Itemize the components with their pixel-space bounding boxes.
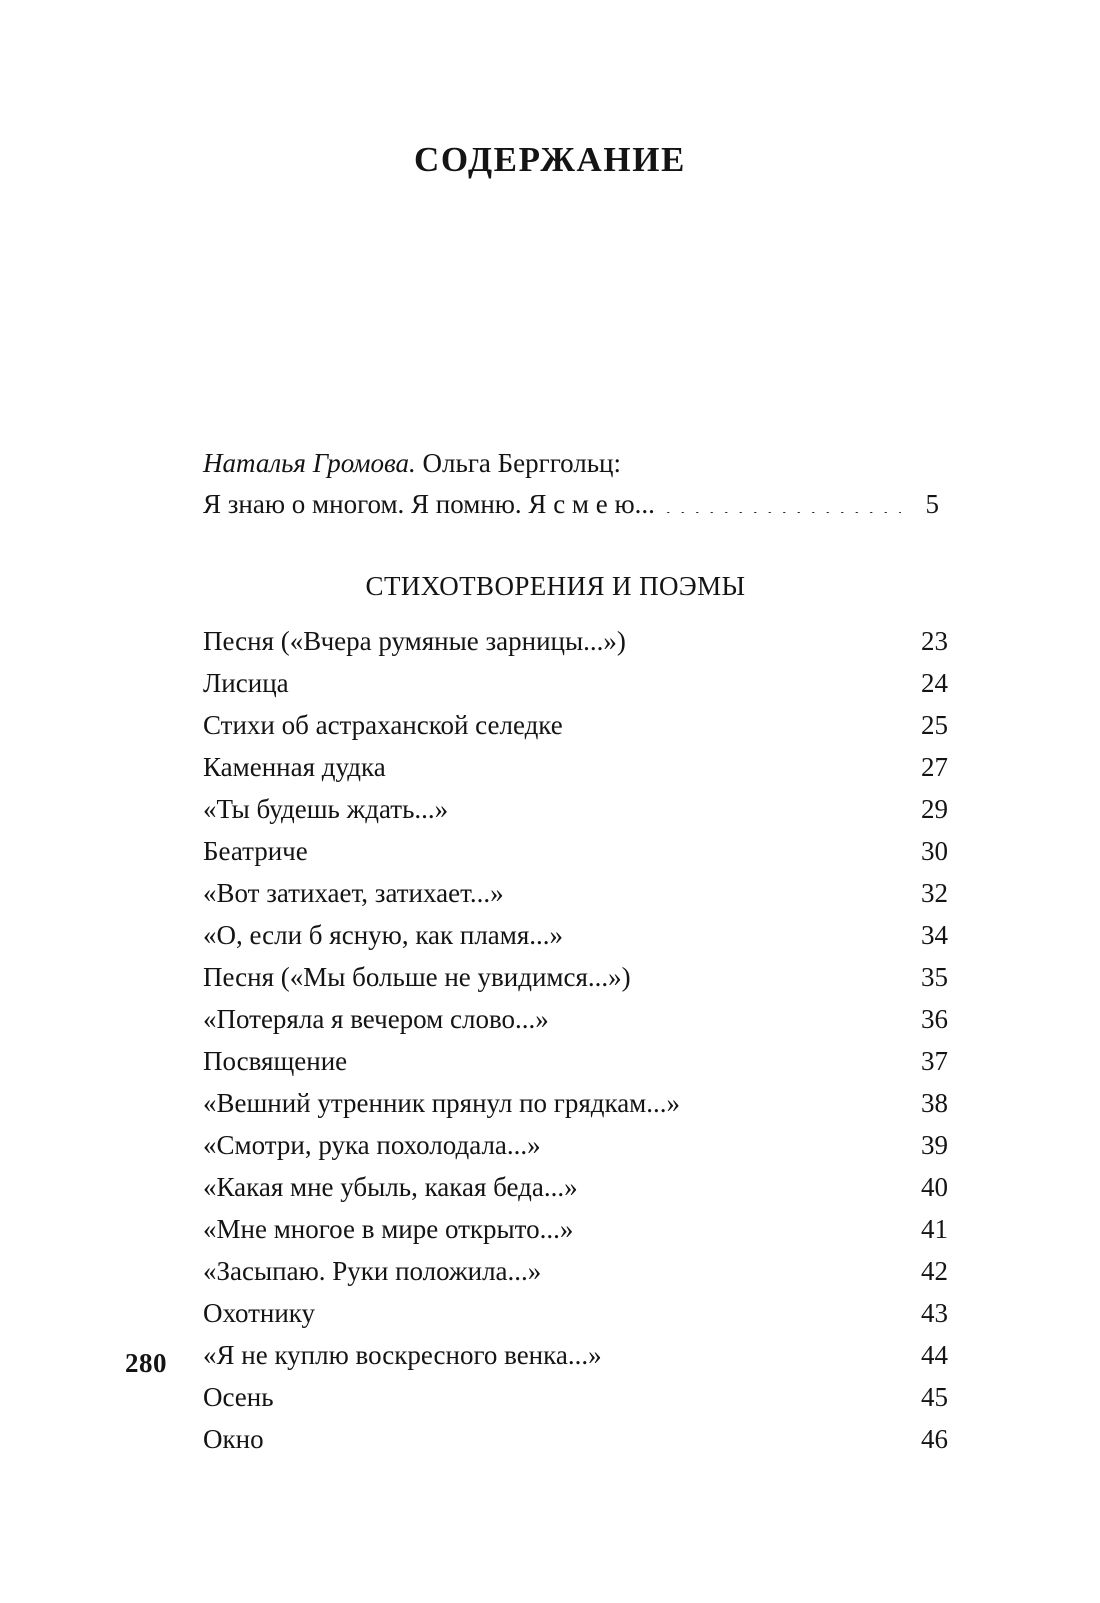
toc-entry-page-number: 43 [921,1298,948,1328]
toc-entry[interactable] [203,1376,948,1418]
toc-entry-page-number: 36 [921,1004,948,1034]
dot-leader [272,1421,910,1448]
toc-entry-page-number: 24 [921,668,948,698]
toc-entry[interactable] [203,914,948,956]
toc-entry-title: «Мне многое в мире открыто...» [203,1214,574,1244]
toc-entry-title: Беатриче [203,836,308,866]
dot-leader [297,665,910,692]
toc-entry-title: «Ты будешь ждать...» [203,794,449,824]
dot-leader [316,833,910,860]
toc-entry-page-number: 34 [921,920,948,950]
toc-entry-page-number: 30 [921,836,948,866]
toc-entry-page-number: 46 [921,1424,948,1454]
dot-leader [282,1379,910,1406]
toc-entry[interactable] [203,1208,948,1250]
toc-entry-page-number: 44 [921,1340,948,1370]
dot-leader [634,623,910,650]
toc-entry-title: Лисица [203,668,289,698]
toc-entry-title: Каменная дудка [203,752,386,782]
toc-entry-title: Посвящение [203,1046,348,1076]
toc-entry[interactable] [203,1082,948,1124]
toc-entry-page-number: 27 [921,752,948,782]
dot-leader [323,1295,910,1322]
toc-entry[interactable] [203,1418,948,1460]
dot-leader [639,959,910,986]
dot-leader [549,1253,910,1280]
toc-entry-title: «О, если б ясную, как пламя...» [203,920,564,950]
dot-leader [557,1001,910,1028]
folio-page-number: 280 [125,1348,167,1378]
toc-entry[interactable] [203,830,948,872]
toc-entry[interactable] [203,872,948,914]
dot-leader [355,1043,910,1070]
toc-entry[interactable] [203,1292,948,1334]
toc-entry-title: Окно [203,1424,264,1454]
toc-entry-title: «Засыпаю. Руки положила...» [203,1256,542,1286]
toc-entry-title: Песня («Вчера румяные зарницы...») [203,626,626,656]
toc-entry-title: «Я не куплю воскресного венка...» [203,1340,602,1370]
intro-entry-page-number: 5 [925,489,939,519]
toc-entry-title: Осень [203,1382,274,1412]
toc-entry-title: «Потеряла я вечером слово...» [203,1004,549,1034]
dot-leader [665,486,901,513]
toc-content [203,443,948,1460]
toc-entry[interactable] [203,662,948,704]
toc-entry[interactable] [203,1166,948,1208]
intro-entry-author: Наталья Громова. [203,448,416,478]
toc-entry-title: «Вешний утренник прянул по грядкам...» [203,1088,681,1118]
section-heading: СТИХОТВОРЕНИЯ И ПОЭМЫ [365,571,746,601]
intro-entry-first-line [203,443,948,484]
toc-entry-title: «Смотри, рука похолодала...» [203,1130,541,1160]
page-title: СОДЕРЖАНИЕ [413,140,686,179]
toc-entry-page-number: 42 [921,1256,948,1286]
dot-leader [394,749,910,776]
dot-leader [456,791,910,818]
toc-entry-page-number: 25 [921,710,948,740]
dot-leader [512,875,910,902]
dot-leader [586,1169,910,1196]
toc-entry-title: Охотнику [203,1298,316,1328]
intro-entry-subtitle: Я знаю о многом. Я помню. Я с м е ю... [203,489,655,519]
toc-entry-page-number: 32 [921,878,948,908]
toc-entry[interactable] [203,746,948,788]
dot-leader [571,707,910,734]
toc-entry-page-number: 23 [921,626,948,656]
toc-entry-page-number: 41 [921,1214,948,1244]
toc-entry[interactable] [203,1124,948,1166]
dot-leader [581,1211,910,1238]
toc-entry-page-number: 35 [921,962,948,992]
toc-entry[interactable] [203,620,948,662]
toc-entry-page-number: 40 [921,1172,948,1202]
toc-entry-page-number: 39 [921,1130,948,1160]
intro-entry[interactable] [203,443,948,525]
toc-entry[interactable] [203,1250,948,1292]
toc-entry[interactable] [203,704,948,746]
toc-entry-page-number: 37 [921,1046,948,1076]
toc-entry[interactable] [203,998,948,1040]
toc-entry[interactable] [203,956,948,998]
toc-entry-title: Стихи об астраханской селедке [203,710,563,740]
dot-leader [688,1085,910,1112]
toc-entry-title: Песня («Мы больше не увидимся...») [203,962,631,992]
toc-entry-title: «Вот затихает, затихает...» [203,878,504,908]
toc-entry[interactable] [203,1040,948,1082]
intro-entry-second-line [203,484,948,525]
dot-leader [571,917,910,944]
toc-entry-page-number: 29 [921,794,948,824]
intro-entry-title: Ольга Берггольц: [415,448,621,478]
toc-entry-page-number: 45 [921,1382,948,1412]
dot-leader [549,1127,910,1154]
toc-entry-list [203,620,948,1460]
toc-entry-title: «Какая мне убыль, какая беда...» [203,1172,578,1202]
toc-entry-page-number: 38 [921,1088,948,1118]
toc-entry[interactable] [203,788,948,830]
dot-leader [610,1337,910,1364]
toc-entry[interactable] [203,1334,948,1376]
